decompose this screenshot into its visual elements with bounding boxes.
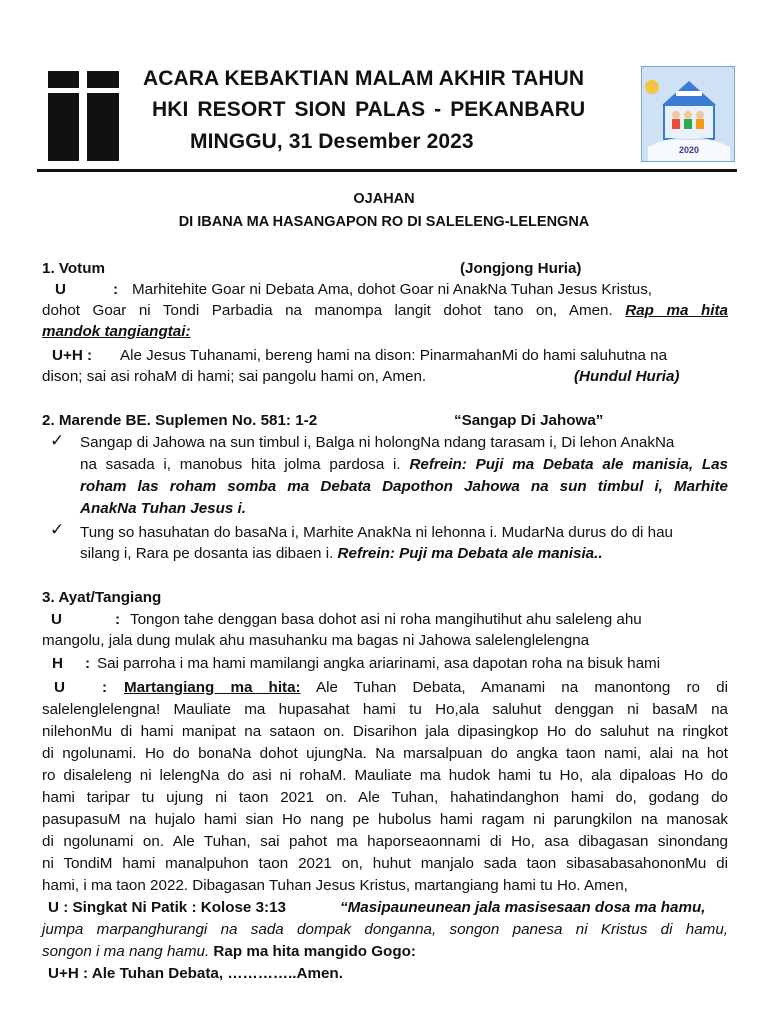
prayer-line8: di ngolunami on. Ale Tuhan, sai pahot ma haporseaonnami di Ho, asa dibagasan sinondang [42,833,728,850]
votum-u-line2: dohot Goar ni Tondi Parbadia na manompa langit dohot tano on, Amen. Rap ma hita [42,302,728,319]
speaker-tag-h: H [52,655,63,672]
prayer-line4: di ngolunami. Ho do bonaNa dohot ujungNa. Na marsalpuan do angka taon nami, alai na hot [42,745,728,762]
prayer-line9: ni TondiM hami manalpuhon taon 2021 on, huhut manjalo sada taon sibasabasahononMu di [42,855,728,872]
verse1-line4: AnakNa Tuhan Jesus i. [80,500,246,517]
votum-uh-line2: dison; sai asi rohaM di hami; sai pangolu hami on, Amen. (Hundul Huria) [42,368,680,385]
header-title-line1: ACARA KEBAKTIAN MALAM AKHIR TAHUN [143,67,585,90]
check-icon: ✓ [50,431,65,450]
section-ayat [42,587,728,608]
verse2-line1: Tung so hasuhatan do basaNa i, Marhite AnakNa ni lehonna i. MudarNa durus do di hau [80,524,673,541]
votum-u-line3: mandok tangiangtai: [42,323,191,340]
prayer-line3: nilehonMu di hami manipat na sataon on. Disarihon jala dipasingkop Ho do saluhut na ringkot [42,723,728,740]
verse1-line3: roham las roham somba ma Debata Dapothon Jahowa na sun timbul i, Marhite [80,478,728,495]
badge-year: 2020 [678,145,700,155]
votum-stance-note: (Jongjong Huria) [460,260,582,277]
speaker-tag-u: U [51,611,62,628]
check-icon: ✓ [50,520,65,539]
prayer-line6: hami taripar tu ujung ni taon 2021 on. Ale Tuhan, hahatindanghon hami do, godang do [42,789,728,806]
ayat-title: 3. Ayat/Tangiang [42,589,162,606]
heading-ojahan: OJAHAN [353,191,415,207]
prayer-line7: pasupasuM na hujalo hami sian Ho nang pe hubolus hami ragam ni parungkilon na manosak [42,811,728,828]
marende-title: 2. Marende BE. Suplemen No. 581: 1-2 [42,412,318,429]
closing-line: U+H : Ale Tuhan Debata, …………..Amen. [48,965,343,982]
speaker-tag-u: U [54,679,65,696]
votum-title: 1. Votum [42,260,106,277]
header-divider [37,169,737,172]
votum-text: Marhitehite Goar ni Debata Ama, dohot Goar ni AnakNa Tuhan Jesus Kristus, [132,281,653,298]
year-theme-badge [641,66,735,162]
prayer-line10: hami, i ma taon 2022. Dibagasan Tuhan Jesus Kristus, martangiang hami tu Ho. Amen, [42,877,628,894]
ayat-u1-line2: mangolu, jala dung mulak ahu masuhanku ma bagas ni Jahowa salelenglelengna [42,632,590,649]
speaker-tag-u: U [55,281,66,298]
singkat-patik-line2: jumpa marpanghurangi na sada dompak donganna, songon panesa ni Kristus di hamu, [42,921,728,938]
sit-note: (Hundul Huria) [574,368,680,385]
church-logo [48,71,119,161]
verse1-line1: Sangap di Jahowa na sun timbul i, Balga ni holongNa ndang tarasam i, Di lehon AnakNa [80,434,675,451]
singkat-patik-label: U : Singkat Ni Patik : Kolose 3:13 [48,899,286,916]
header-title-line3: MINGGU, 31 Desember 2023 [190,130,474,153]
verse1-line2: na sasada i, manobus hita jolma pardosa i. Refrein: Puji ma Debata ale manisia, Las [80,456,728,473]
header-title-line2: HKI RESORT SION PALAS - PEKANBARU [152,98,586,121]
speaker-tag-uh: U+H : [52,347,93,364]
song-title: “Sangap Di Jahowa” [454,412,604,429]
prayer-line2: salelenglelengna! Mauliate ma hupasahat hami tu Ho,ala saluhut denggan ni basaM na [42,701,728,718]
prayer-line5: ro disaleleng ni lelengNa do asi ni rohaM. Mauliate ma hudok hami tu Ho, ala dipaloas Ho do [42,767,728,784]
section-marende [42,410,728,431]
singkat-patik-line3: songon i ma nang hamu. Rap ma hita mangido Gogo: [42,943,416,960]
speaker-colon: : [113,281,119,298]
verse2-line2: silang i, Rara pe dosanta ias dibaen i. Refrein: Puji ma Debata ale manisia.. [80,545,603,562]
heading-subtitle: DI IBANA MA HASANGAPON RO DI SALELENG-LELENGNA [178,214,590,230]
section-votum [42,258,728,279]
